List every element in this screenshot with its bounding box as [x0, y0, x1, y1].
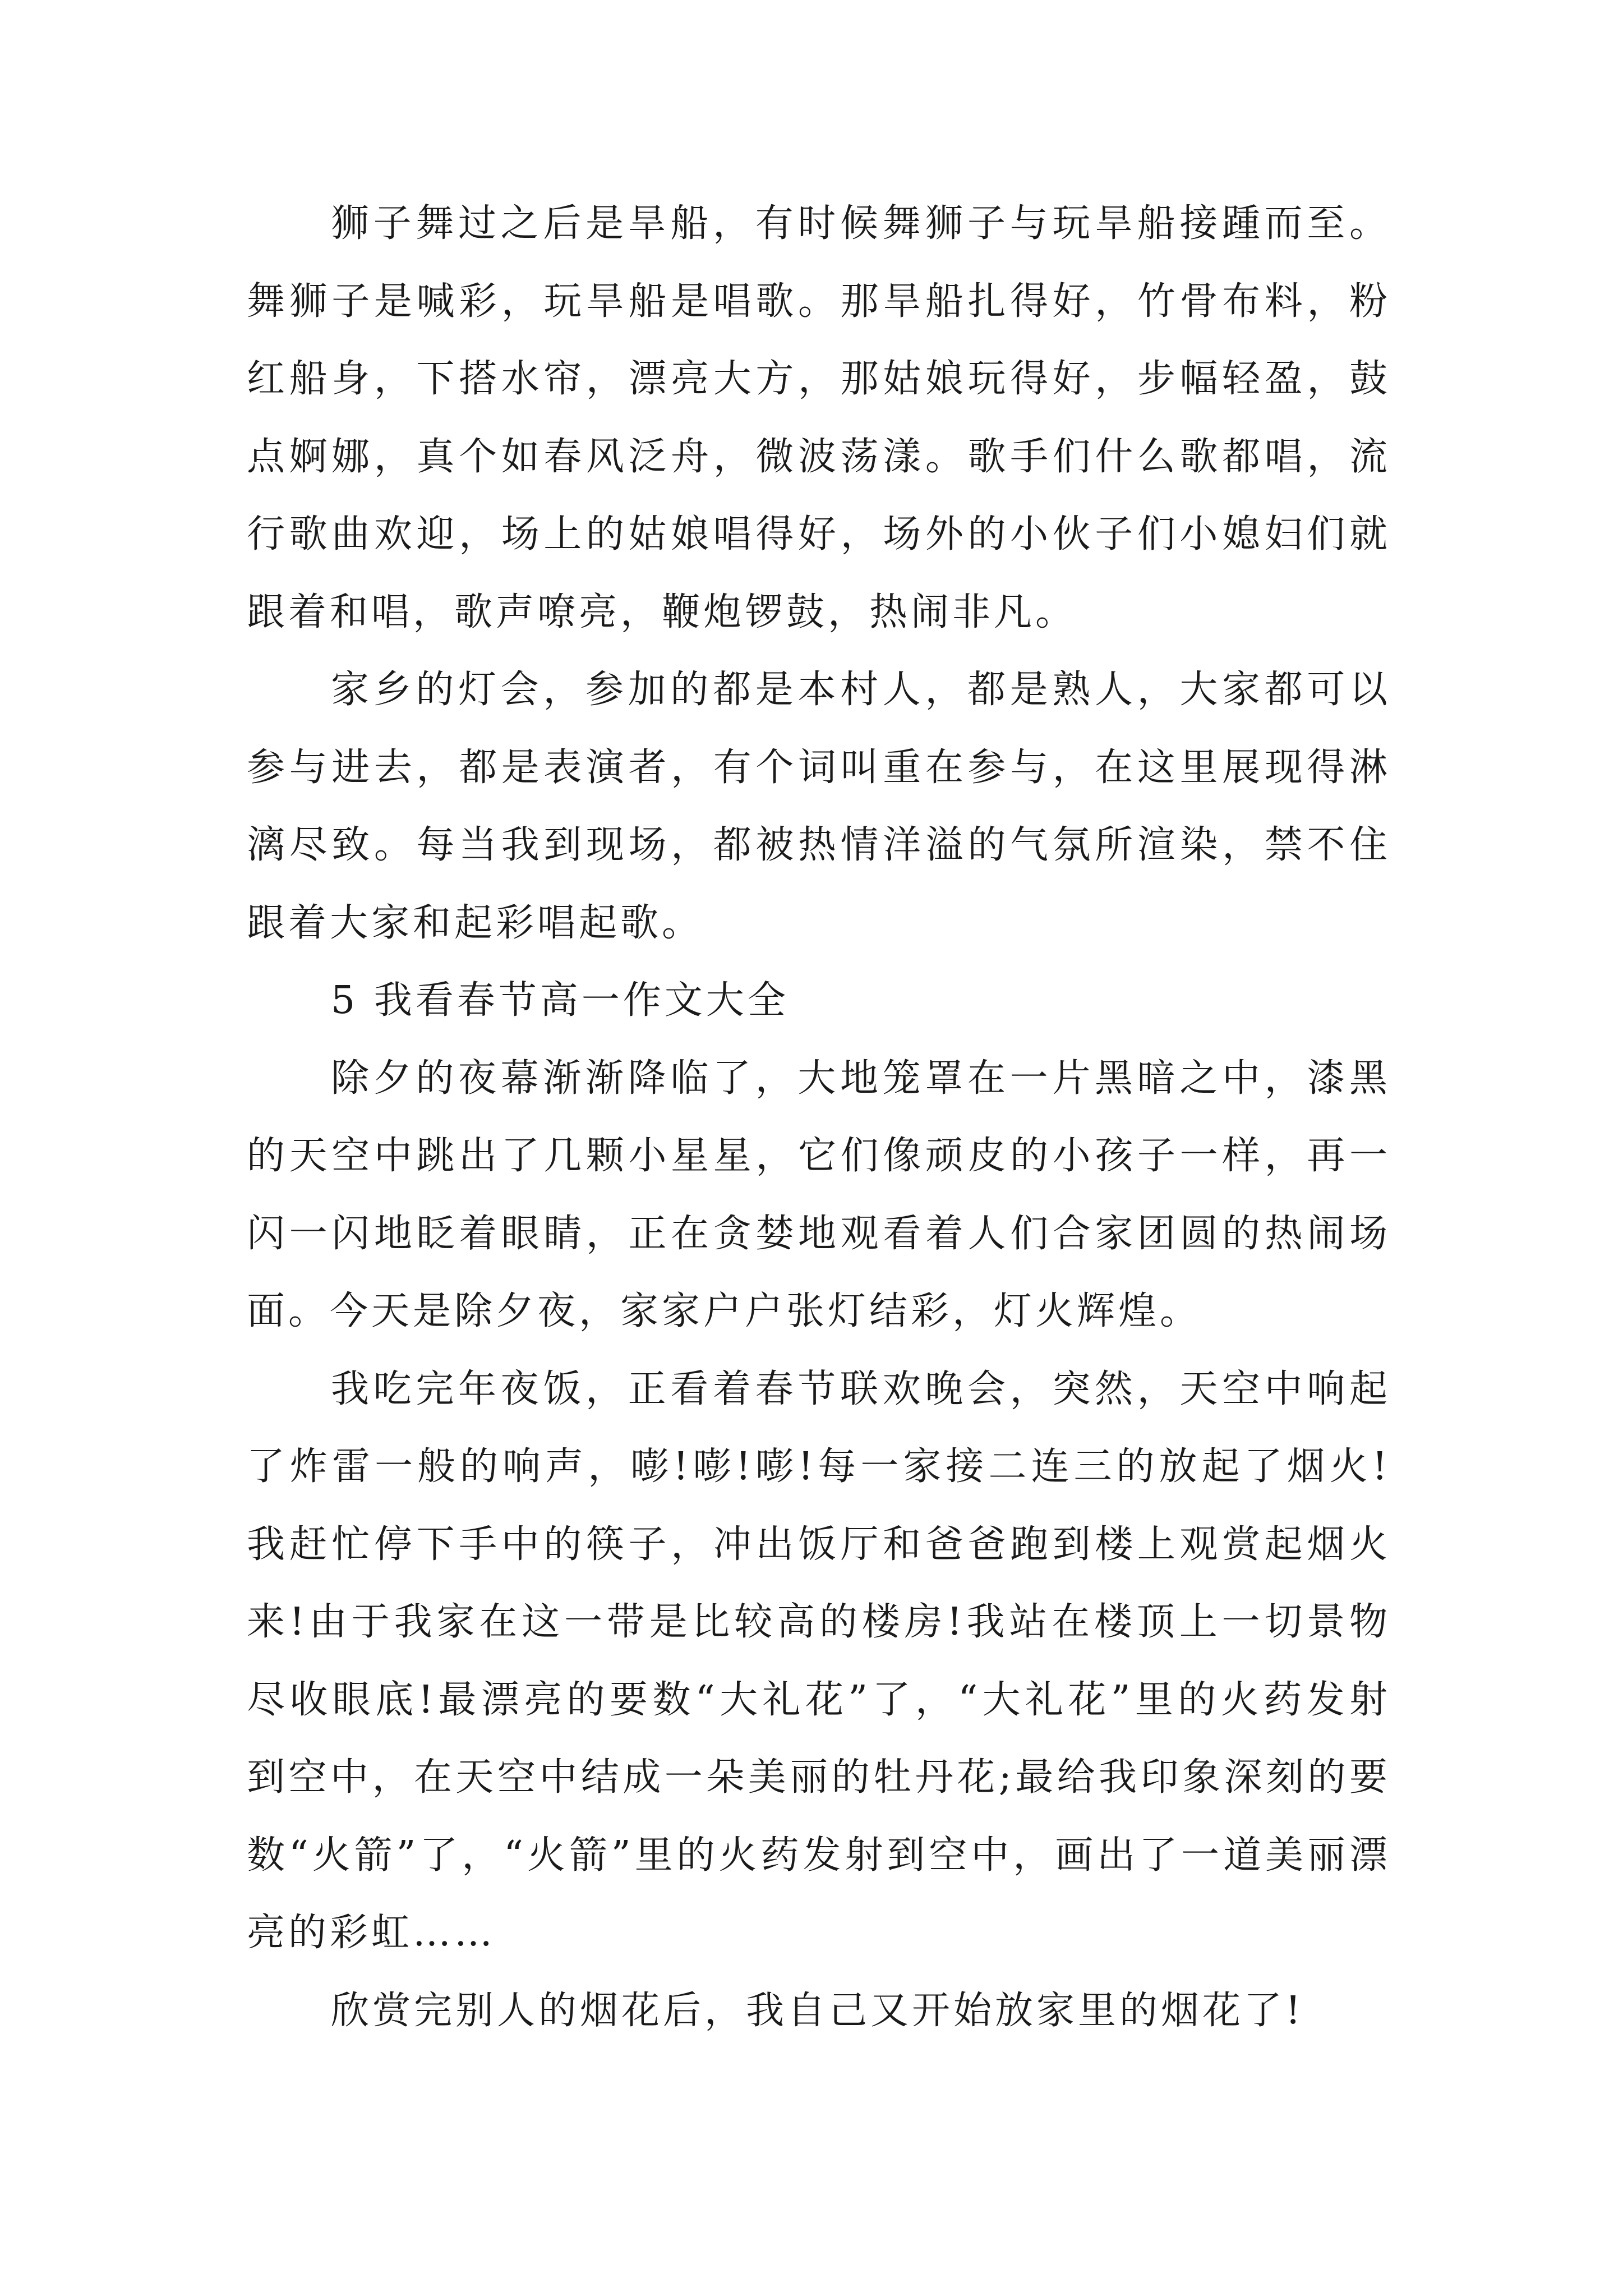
paragraph-lion-dance: 狮子舞过之后是旱船，有时候舞狮子与玩旱船接踵而至。舞狮子是喊彩，玩旱船是唱歌。那旱船扎得好，竹骨布料，粉红船身，下搭水帘，漂亮大方，那姑娘玩得好，步幅轻盈，鼓点婀娜，真个如春风泛舟，微波荡漾。歌手们什么歌都唱，流行歌曲欢迎，场上的姑娘唱得好，场外的小伙子们小媳妇们就跟着和唱，歌声嘹亮，鞭炮锣鼓，热闹非凡。: [247, 201, 1391, 634]
paragraph-lantern-fair: 家乡的灯会，参加的都是本村人，都是熟人，大家都可以参与进去，都是表演者，有个词叫重在参与，在这里展现得淋漓尽致。每当我到现场，都被热情洋溢的气氛所渲染，禁不住跟着大家和起彩唱起歌。: [247, 668, 1391, 945]
paragraph-own-fireworks: 欣赏完别人的烟花后，我自己又开始放家里的烟花了!: [331, 1988, 1304, 2033]
paragraph-new-years-eve: 除夕的夜幕渐渐降临了，大地笼罩在一片黑暗之中，漆黑的天空中跳出了几颗小星星，它们像顽皮的小孩子一样，再一闪一闪地眨着眼睛，正在贪婪地观看着人们合家团圆的热闹场面。今天是除夕夜，家家户户张灯结彩，灯火辉煌。: [247, 1056, 1391, 1333]
paragraph-fireworks: 我吃完年夜饭，正看着春节联欢晚会，突然，天空中响起了炸雷一般的响声，嘭!嘭!嘭!每一家接二连三的放起了烟火!我赶忙停下手中的筷子，冲出饭厅和爸爸跑到楼上观赏起烟火来!由于我家在这一带是比较高的楼房!我站在楼顶上一切景物尽收眼底!最漂亮的要数“大礼花”了，“大礼花”里的火药发射到空中，在天空中结成一朵美丽的牡丹花;最给我印象深刻的要数“火箭”了，“火箭”里的火药发射到空中，画出了一道美丽漂亮的彩虹……: [247, 1366, 1391, 1955]
document-body: [247, 185, 1391, 2050]
section-heading: 5 我看春节高一作文大全: [331, 978, 789, 1023]
